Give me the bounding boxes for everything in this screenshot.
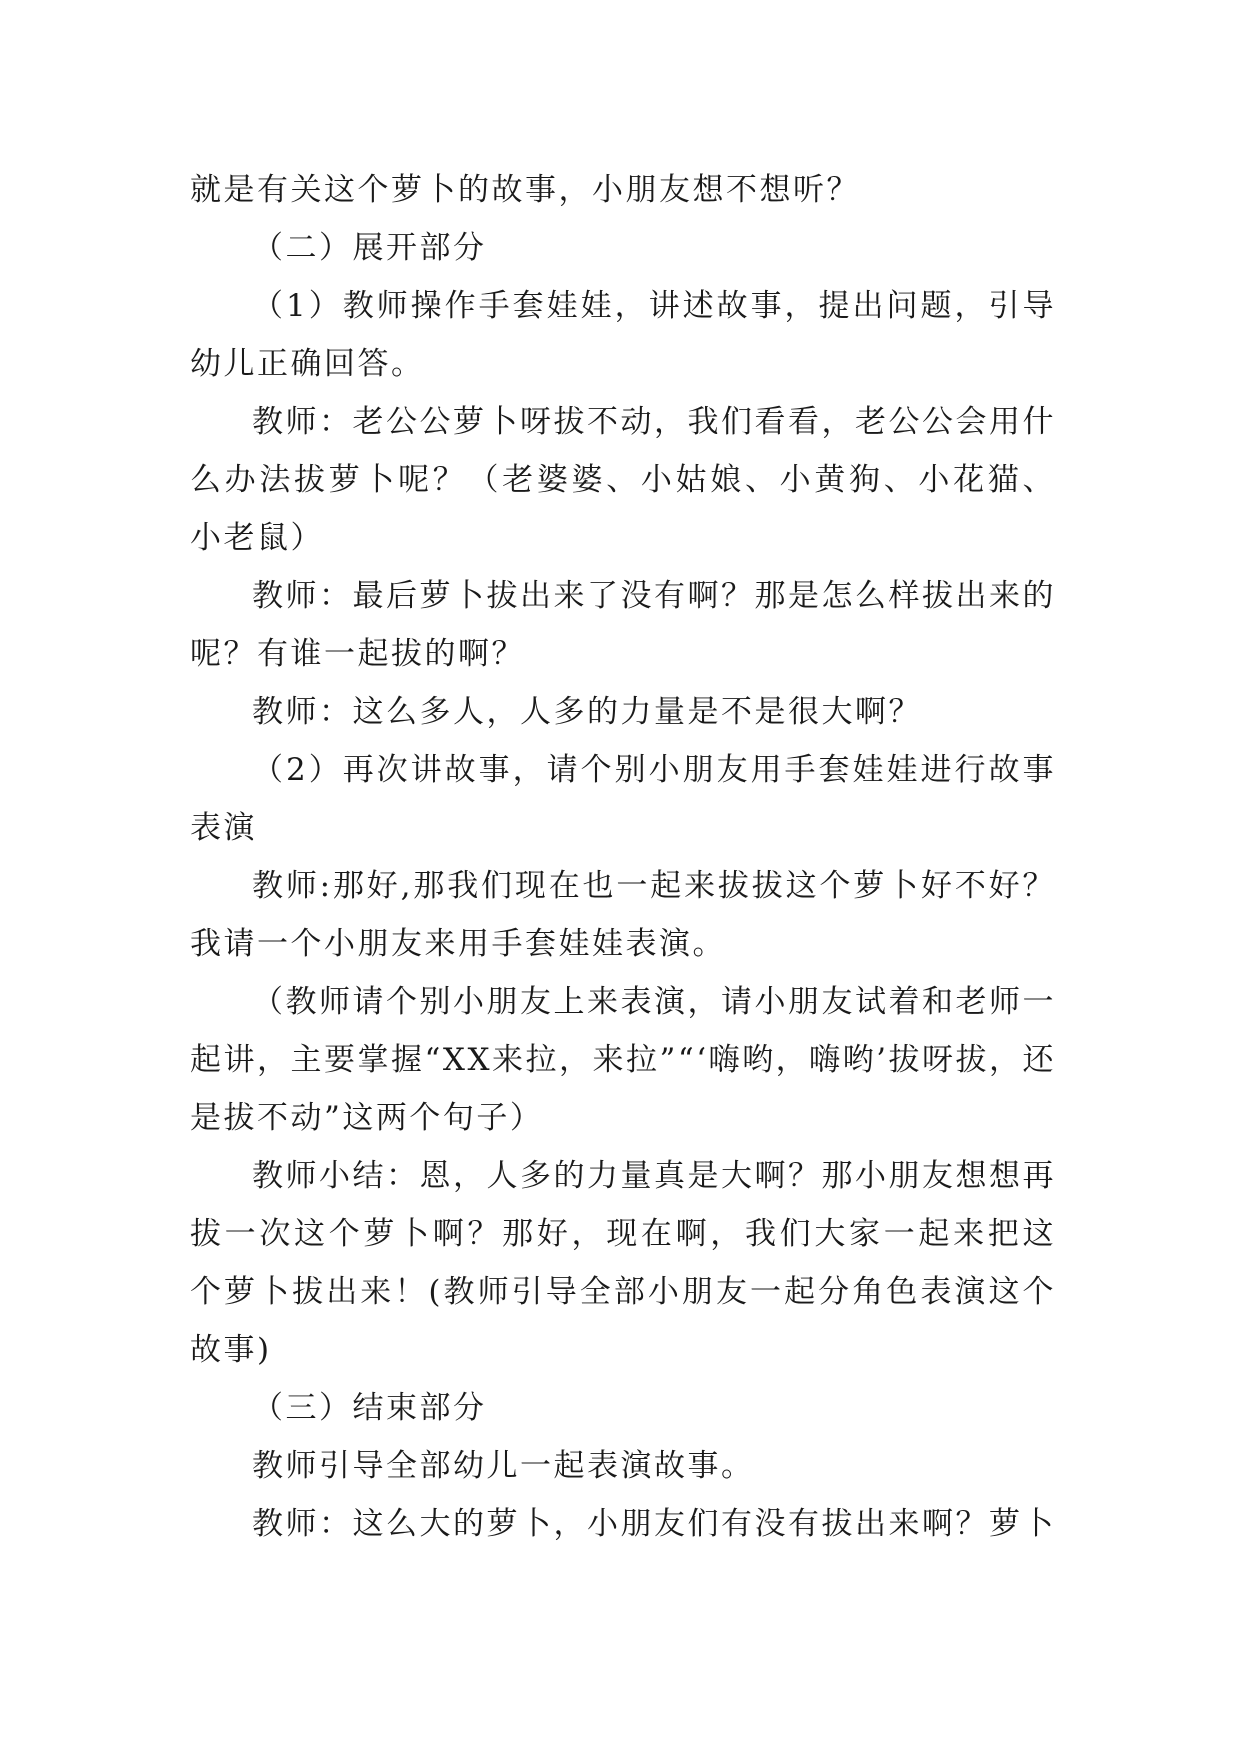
document-body bbox=[190, 161, 1056, 1553]
paragraph: 教师：老公公萝卜呀拔不动，我们看看，老公公会用什么办法拔萝卜呢？（老婆婆、小姑娘、小黄狗、小花猫、小老鼠） bbox=[190, 404, 1056, 556]
paragraph: （1）教师操作手套娃娃，讲述故事，提出问题，引导幼儿正确回答。 bbox=[190, 288, 1056, 382]
section-heading: （三）结束部分 bbox=[252, 1390, 487, 1426]
paragraph: 教师：最后萝卜拔出来了没有啊？那是怎么样拔出来的呢？有谁一起拔的啊？ bbox=[190, 578, 1056, 672]
section-heading: （二）展开部分 bbox=[252, 230, 487, 266]
paragraph: 教师引导全部幼儿一起表演故事。 bbox=[252, 1448, 755, 1484]
paragraph: （教师请个别小朋友上来表演，请小朋友试着和老师一起讲，主要掌握“XX来拉，来拉”“‘嗨哟，嗨哟’拔呀拔，还是拔不动”这两个句子） bbox=[190, 984, 1056, 1136]
paragraph: 就是有关这个萝卜的故事，小朋友想不想听？ bbox=[190, 172, 860, 208]
paragraph: 教师小结：恩，人多的力量真是大啊？那小朋友想想再拔一次这个萝卜啊？那好，现在啊，我们大家一起来把这个萝卜拔出来！(教师引导全部小朋友一起分角色表演这个故事) bbox=[190, 1158, 1056, 1368]
paragraph: （2）再次讲故事，请个别小朋友用手套娃娃进行故事表演 bbox=[190, 752, 1056, 846]
paragraph: 教师:那好,那我们现在也一起来拔拔这个萝卜好不好？我请一个小朋友来用手套娃娃表演。 bbox=[190, 868, 1056, 962]
paragraph: 教师：这么多人，人多的力量是不是很大啊？ bbox=[252, 694, 922, 730]
paragraph: 教师：这么大的萝卜，小朋友们有没有拔出来啊？萝卜 bbox=[252, 1506, 1056, 1542]
